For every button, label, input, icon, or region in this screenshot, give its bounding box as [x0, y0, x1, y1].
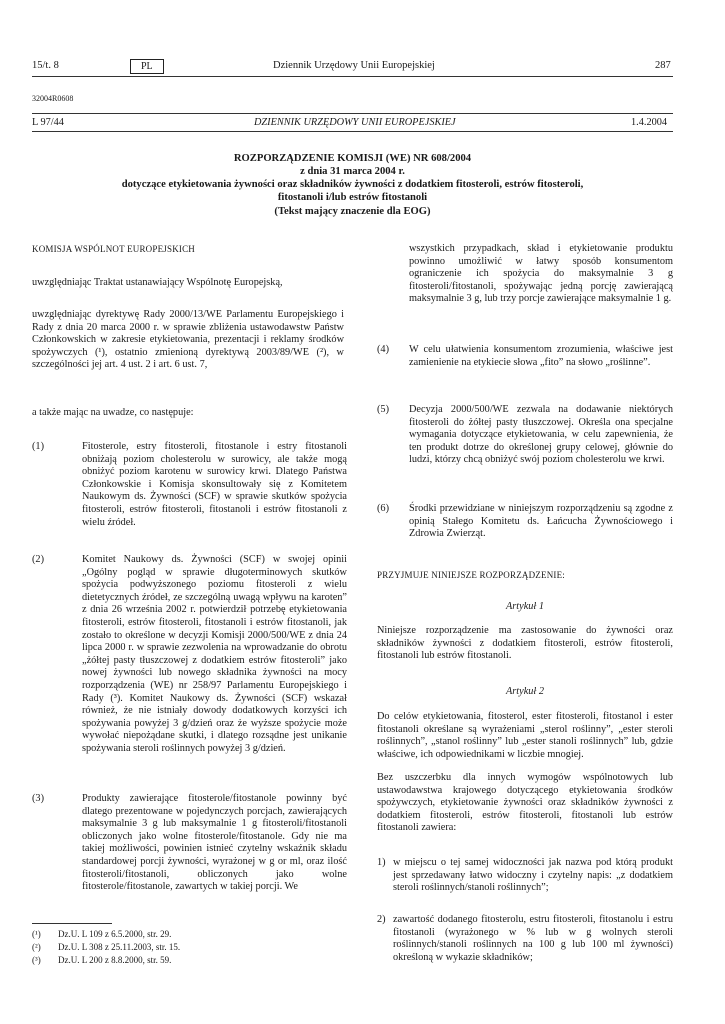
- article-2-title: Artykuł 2: [505, 686, 545, 697]
- recital-2: [32, 554, 347, 764]
- title-line-3: dotyczące etykietowania żywności oraz składników żywności z dodatkiem fitosteroli, estrów fitosteroli,: [121, 179, 584, 190]
- recital-1: [32, 441, 347, 541]
- footnote-1: (¹) Dz.U. L 109 z 6.5.2000, str. 29.: [32, 929, 172, 939]
- oj-rule-bottom: [32, 131, 673, 132]
- recital-text: Komitet Naukowy ds. Żywności (SCF) w swojej opinii „Ogólny pogląd w sprawie długoterminowych skutków spożycia podwyższonego poziomu fitosteroli z wielu dietetycznych źródeł, ze szczególną uwagą wpływu na karoten” z dnia 26 września 2002 r. potwierdził potrzebę etykietowania fitosteroli, estrów fitosteroli, fitostanoli i estrów fitostanoli, jak zostało to określone w decyzji Komisji 2000/500/WE z dnia 24 lipca 2000 r. w sprawie zezwolenia na wprowadzanie do obrotu „żółtej pasty tłuszczowej z dodatkiem estrów fitosteroli” jako nowej żywności lub nowego składnika żywności na mocy rozporządzenia (WE) nr 258/97 Parlamentu Europejskiego i Rady (³). Komitet Naukowy ds. Żywności (SCF) wskazał również, że nie istniały dowody dodatkowych korzyści ich spożywania powyżej 3 g/dzień oraz że wyższe spożycie może wywołać niepożądane skutki, i dlatego rozsądne jest unikanie spożywania steroli roślinnych powyżej 3 g/dzień.: [82, 554, 347, 754]
- point-text: w miejscu o tej samej widoczności jak nazwa pod którą produkt jest sprzedawany łatwo widoczny i czytelny napis: „z dodatkiem steroli roślinnych/stanoli roślinnych”;: [393, 857, 673, 894]
- recital-3: [32, 793, 347, 913]
- footnote-3: (³) Dz.U. L 200 z 8.8.2000, str. 59.: [32, 955, 172, 965]
- recital-6: [377, 503, 673, 543]
- commission-heading: KOMISJA WSPÓLNOT EUROPEJSKICH: [32, 244, 195, 254]
- article-2-paragraph-1: Do celów etykietowania, fitosterol, ester fitosteroli, fitostanol i ester fitostanoli określane są wyrażeniami „sterol roślinny”, „ester steroli roślinnych”, „stanol roślinny” lub „ester stanoli roślinnych” lub, gdzie właściwe, ich odpowiednikami w liczbie mnogiej.: [377, 711, 673, 760]
- celex-number: 32004R0608: [32, 94, 74, 103]
- title-line-2: z dnia 31 marca 2004 r.: [300, 166, 405, 177]
- recital-number: (1): [32, 441, 45, 452]
- title-line-1: ROZPORZĄDZENIE KOMISJI (WE) NR 608/2004: [233, 153, 472, 164]
- point-number: 2): [377, 914, 386, 925]
- header-rule: [32, 76, 673, 77]
- recital-text: W celu ułatwienia konsumentom zrozumienia, właściwe jest zamienienie na etykiecie słowa „fito” na słowo „roślinne”.: [409, 344, 673, 368]
- oj-date: 1.4.2004: [631, 117, 668, 128]
- title-line-4: fitostanoli i/lub estrów fitostanoli: [277, 192, 428, 203]
- recital-5: [377, 404, 673, 484]
- article-1-title: Artykuł 1: [505, 601, 545, 612]
- recital-text: Środki przewidziane w niniejszym rozporządzeniu są zgodne z opinią Stałego Komitetu ds. Łańcucha Żywnościowego i Zdrowia Zwierząt.: [409, 503, 673, 540]
- article-2-point-2: [377, 914, 673, 966]
- journal-name: Dziennik Urzędowy Unii Europejskiej: [273, 60, 435, 71]
- recital-directive: uwzględniając dyrektywę Rady 2000/13/WE Parlamentu Europejskiego i Rady z dnia 20 marca 2000 r. w sprawie zbliżenia ustawodawstw Państw Członkowskich w zakresie etykietowania, prezentacji i reklamy środków spożywczych (¹), ostatnio zmienioną dyrektywą 2003/89/WE (²), w szczególności jej art. 4 ust. 2 i art. 6 ust. 7,: [32, 309, 344, 371]
- oj-reference: L 97/44: [32, 117, 64, 128]
- recital-number: (6): [377, 503, 390, 514]
- footnote-2: (²) Dz.U. L 308 z 25.11.2003, str. 15.: [32, 942, 181, 952]
- recital-text: Decyzja 2000/500/WE zezwala na dodawanie niektórych fitosteroli do żółtej pasty tłuszczowej. Określa ona specjalne wymagania dotyczące etykietowania, w celu zapewnienia, że ten produkt dotrze do określonej grupy celowej, głównie do ludzi, którzy chcą obniżyć swój poziom cholesterolu we krwi.: [409, 404, 673, 466]
- oj-title: DZIENNIK URZĘDOWY UNII EUROPEJSKIEJ: [254, 117, 456, 128]
- recital-number: (3): [32, 793, 45, 804]
- regulation-title: [32, 152, 673, 218]
- recital-number: (2): [32, 554, 45, 565]
- footnote-separator: [32, 923, 112, 924]
- recital-text: Fitosterole, estry fitosteroli, fitostanole i estry fitostanoli obniżają poziom cholesterolu w surowicy, ale także mogą obniżyć poziom karotenu w surowicy krwi. Dlatego Państwa Członkowskie i Komisja skonsultowały się z Komitetem Naukowym ds. Żywności (SCF) w sprawie skutków spożycia fitosteroli, estrów fitosteroli, fitostanoli i estrów fitostanoli z wielu źródeł.: [82, 441, 347, 528]
- recital-treaty: uwzględniając Traktat ustanawiający Wspólnotę Europejską,: [32, 277, 283, 288]
- article-2-paragraph-2: Bez uszczerbku dla innych wymogów wspólnotowych lub ustawodawstwa krajowego dotyczącego etykietowania środków spożywczych, etykietowanie żywności oraz składników żywności z dodatkiem fitosteroli, estrów fitosteroli, fitostanoli lub estrów fitostanoli zawiera:: [377, 772, 673, 834]
- point-text: zawartość dodanego fitosterolu, estru fitosteroli, fitostanolu i estru fitostanoli (wyrażonego w % lub w g wolnych steroli roślinnych/stanoli roślinnych na 100 g lub 100 ml żywności) określoną w wykazie składników;: [393, 914, 673, 963]
- page-ref: 15/t. 8: [32, 60, 59, 71]
- article-2-point-1: [377, 857, 673, 897]
- page-number: 287: [655, 60, 671, 71]
- oj-rule-top: [32, 113, 673, 114]
- recital-4: [377, 344, 673, 388]
- adopts-heading: PRZYJMUJE NINIEJSZE ROZPORZĄDZENIE:: [377, 570, 565, 580]
- recital-number: (5): [377, 404, 390, 415]
- article-1-text: Niniejsze rozporządzenie ma zastosowanie do żywności oraz składników żywności z dodatkiem fitosteroli, estrów fitosteroli, fitostanoli lub estrów fitostanoli.: [377, 625, 673, 662]
- recital-text: Produkty zawierające fitosterole/fitostanole powinny być dlatego prezentowane w pojedynczych porcjach, zawierających maksymalnie 3 g lub maksymalnie 1 g fitosteroli/fitostanoli obliczonych jako wolne fitosterole/fitostanole. Gdy nie ma takiej możliwości, powinien istnieć czytelny wskaźnik składu standardowej porcji żywności, wyrażonej w g or ml, oraz ilość fitosteroli/fitostanoli, obliczonych jako wolne fitosterole/fitostanole, zawartych w takiej porcji. We: [82, 793, 347, 893]
- recital-3-continuation: wszystkich przypadkach, skład i etykietowanie produktu powinno umożliwić w łatwy sposób konsumentom ograniczenie ich spożycia do maksymalnie 3 g fitosteroli/fitostanoli, spożywając jedną porcję zawierającą maksymalnie 3 g, lub trzy porcje zawierające maksymalnie 1 g.: [409, 243, 673, 305]
- recital-number: (4): [377, 344, 390, 355]
- point-number: 1): [377, 857, 386, 868]
- title-line-5: (Tekst mający znaczenie dla EOG): [274, 206, 431, 217]
- language-badge: PL: [130, 59, 164, 74]
- whereas-intro: a także mając na uwadze, co następuje:: [32, 407, 194, 418]
